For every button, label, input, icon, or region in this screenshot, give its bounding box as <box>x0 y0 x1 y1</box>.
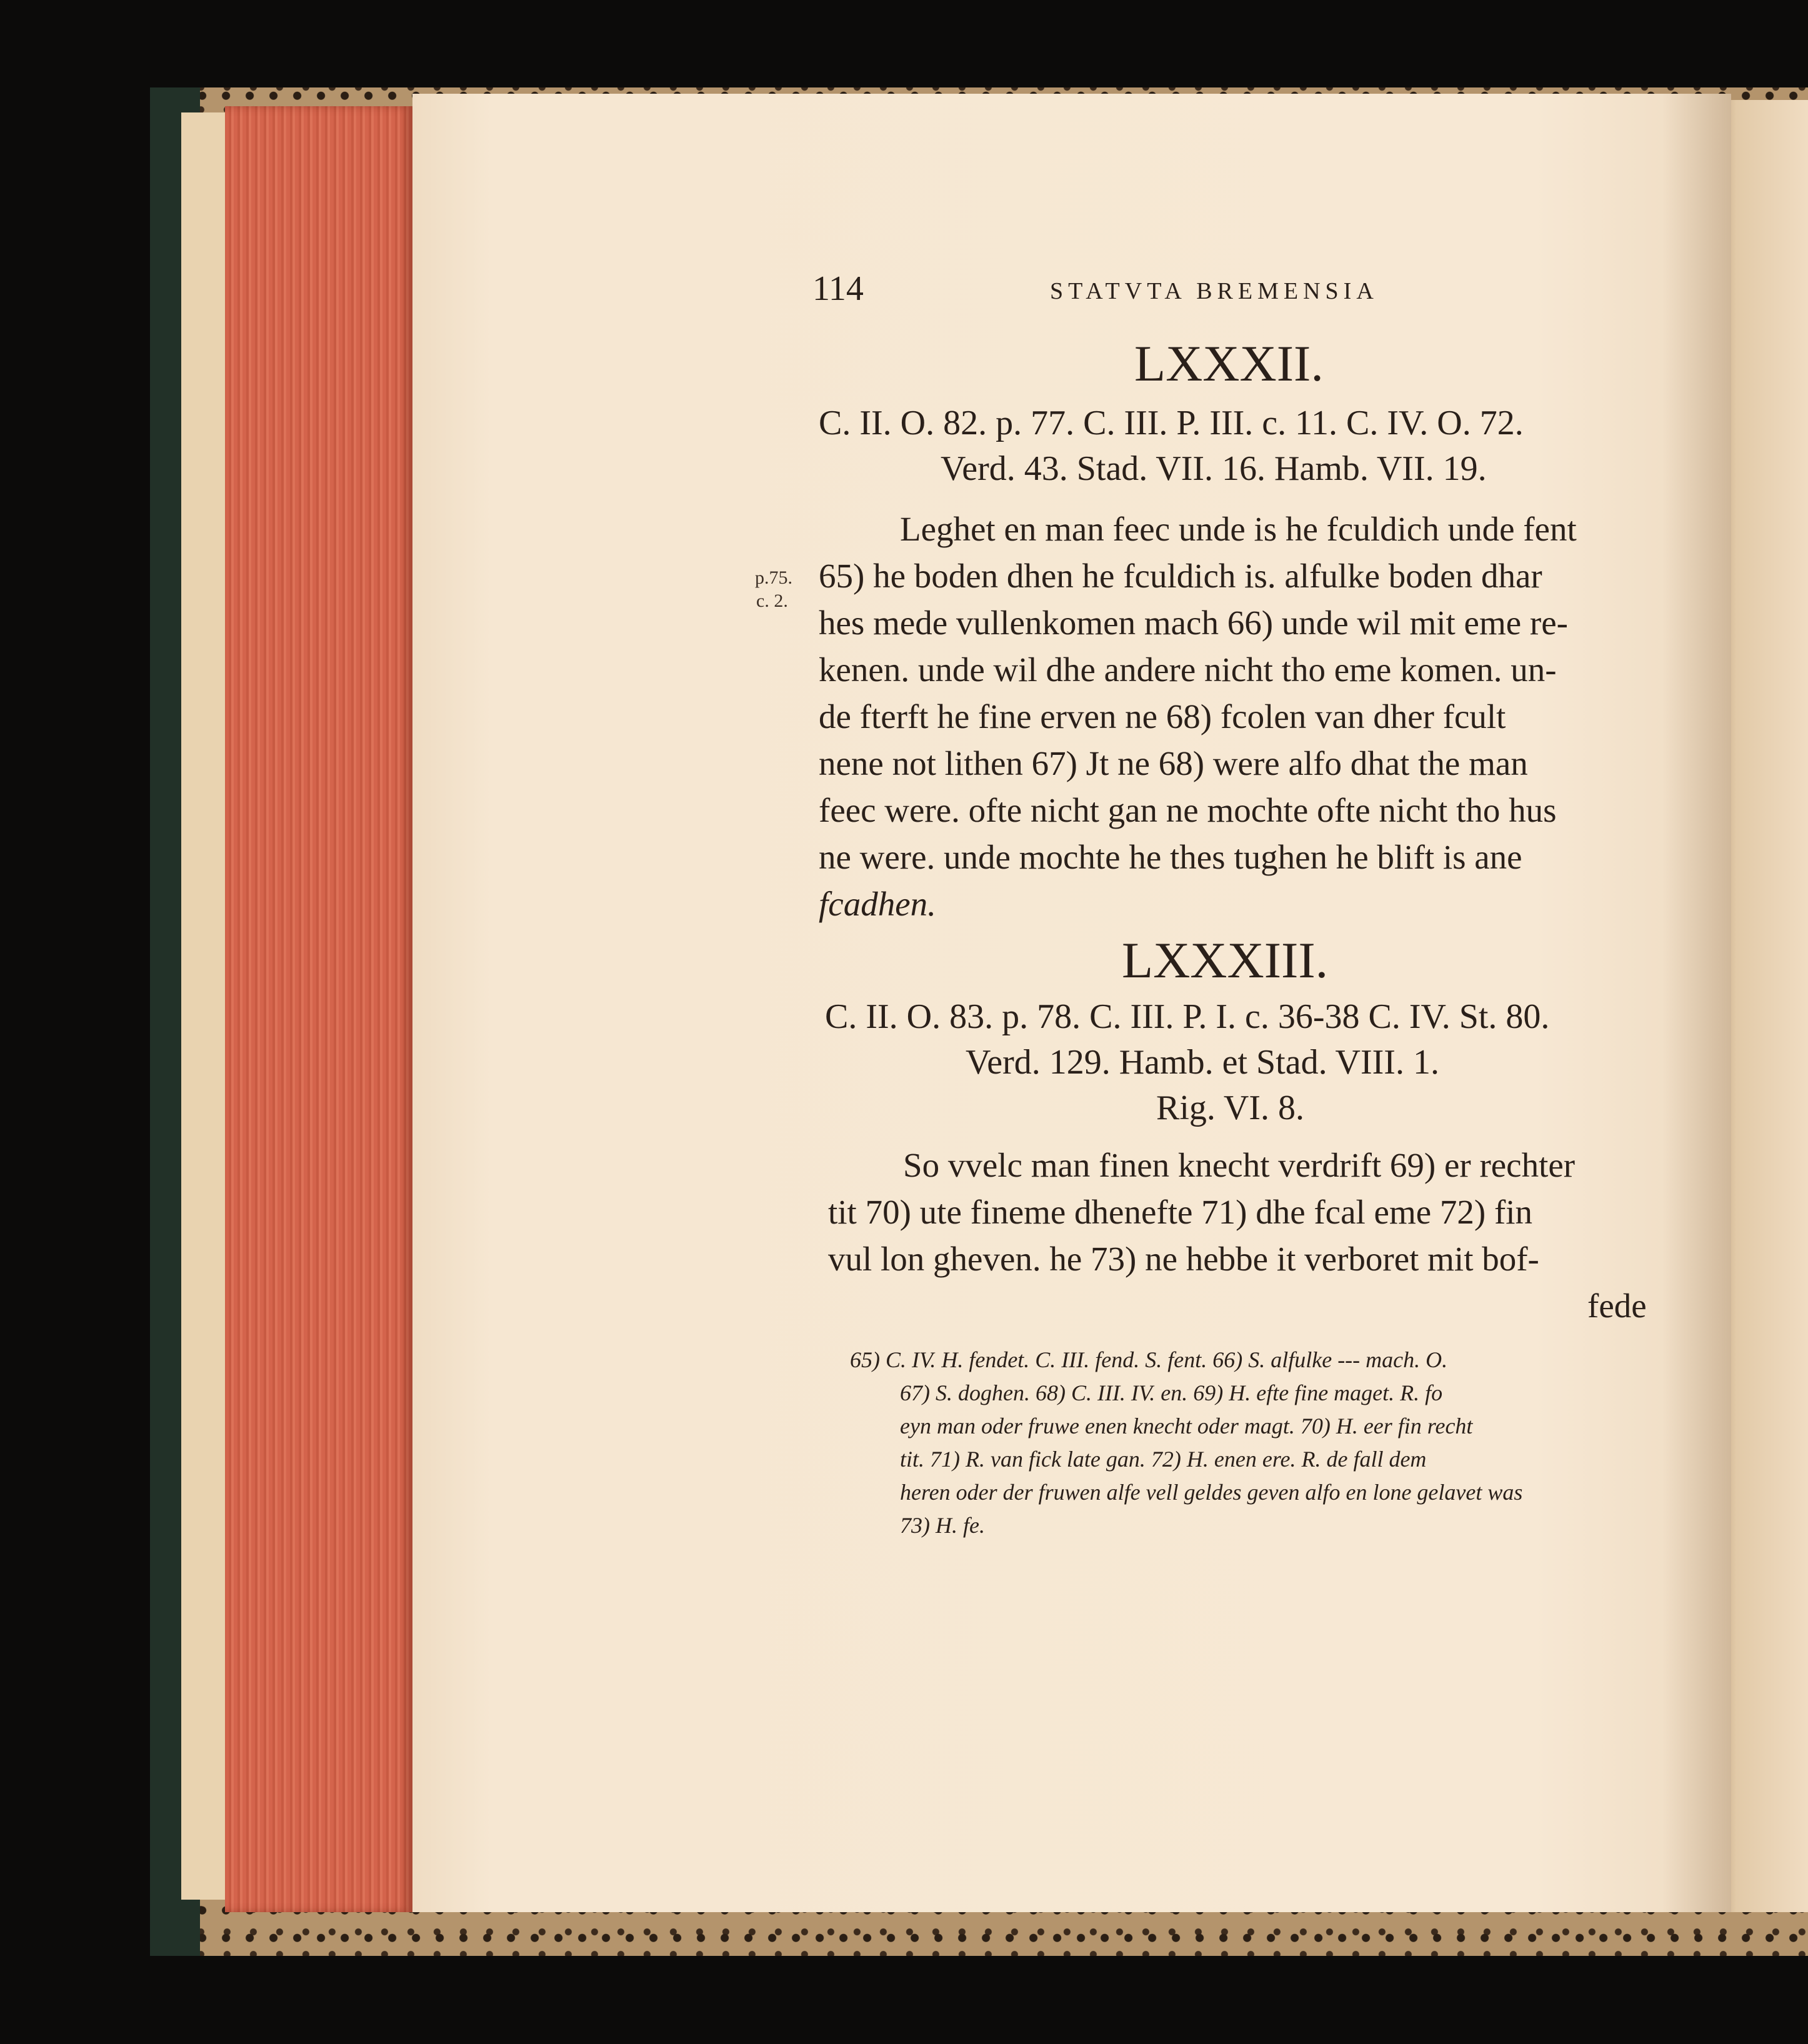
chapter-number: LXXXIII. <box>1122 932 1329 989</box>
footnote-line: 67) S. doghen. 68) C. III. IV. en. 69) H. efte fine maget. R. fo <box>900 1380 1443 1405</box>
text-line: tit 70) ute fineme dhenefte 71) dhe fcal eme 72) fin <box>828 1193 1533 1231</box>
red-page-edges <box>225 106 412 1912</box>
text-line: vul lon gheven. he 73) ne hebbe it verboret mit bof- <box>828 1240 1539 1278</box>
catchword: fede <box>1587 1287 1647 1325</box>
footnote-line: heren oder der fruwen alfe vell geldes geven alfo en lone gelavet was <box>900 1480 1523 1505</box>
concordance-line: Rig. VI. 8. <box>1156 1089 1304 1127</box>
text-line: de fterft he fine erven ne 68) fcolen van dher fcult <box>819 697 1506 735</box>
text-line: ne were. unde mochte he thes tughen he blift is ane <box>819 838 1522 876</box>
running-title: STATVTA BREMENSIA <box>1050 278 1379 304</box>
text-line: kenen. unde wil dhe andere nicht tho eme komen. un- <box>819 651 1557 689</box>
concordance-line: Verd. 43. Stad. VII. 16. Hamb. VII. 19. <box>941 449 1487 488</box>
footnote-line: tit. 71) R. van fick late gan. 72) H. enen ere. R. de fall dem <box>900 1447 1427 1472</box>
text-line: So vvelc man finen knecht verdrift 69) er rechter <box>903 1146 1576 1184</box>
concordance-line: Verd. 129. Hamb. et Stad. VIII. 1. <box>966 1043 1439 1082</box>
page-gutter-shadow <box>1662 94 1731 1912</box>
margin-note: c. 2. <box>756 591 788 611</box>
chapter-number: LXXXII. <box>1134 335 1324 392</box>
footnote-line: 65) C. IV. H. fendet. C. III. fend. S. fent. 66) S. alfulke --- mach. O. <box>850 1347 1448 1372</box>
margin-note: p.75. <box>755 567 792 588</box>
page-number: 114 <box>812 269 864 308</box>
text-line: fcadhen. <box>819 885 936 923</box>
concordance-line: C. II. O. 83. p. 78. C. III. P. I. c. 36-38 C. IV. St. 80. <box>825 997 1550 1036</box>
concordance-line: C. II. O. 82. p. 77. C. III. P. III. c. 11. C. IV. O. 72. <box>819 404 1524 442</box>
footnote-line: 73) H. fe. <box>900 1513 985 1538</box>
text-line: feec were. ofte nicht gan ne mochte ofte nicht tho hus <box>819 791 1557 829</box>
text-line: nene not lithen 67) Jt ne 68) were alfo dhat the man <box>819 744 1528 782</box>
text-line: Leghet en man feec unde is he fculdich unde fent <box>900 510 1577 548</box>
text-line: 65) he boden dhen he fculdich is. alfulke boden dhar <box>819 557 1542 595</box>
text-line: hes mede vullenkomen mach 66) unde wil mit eme re- <box>819 604 1568 642</box>
footnote-line: eyn man oder fruwe enen knecht oder magt. 70) H. eer fin recht <box>900 1413 1473 1438</box>
